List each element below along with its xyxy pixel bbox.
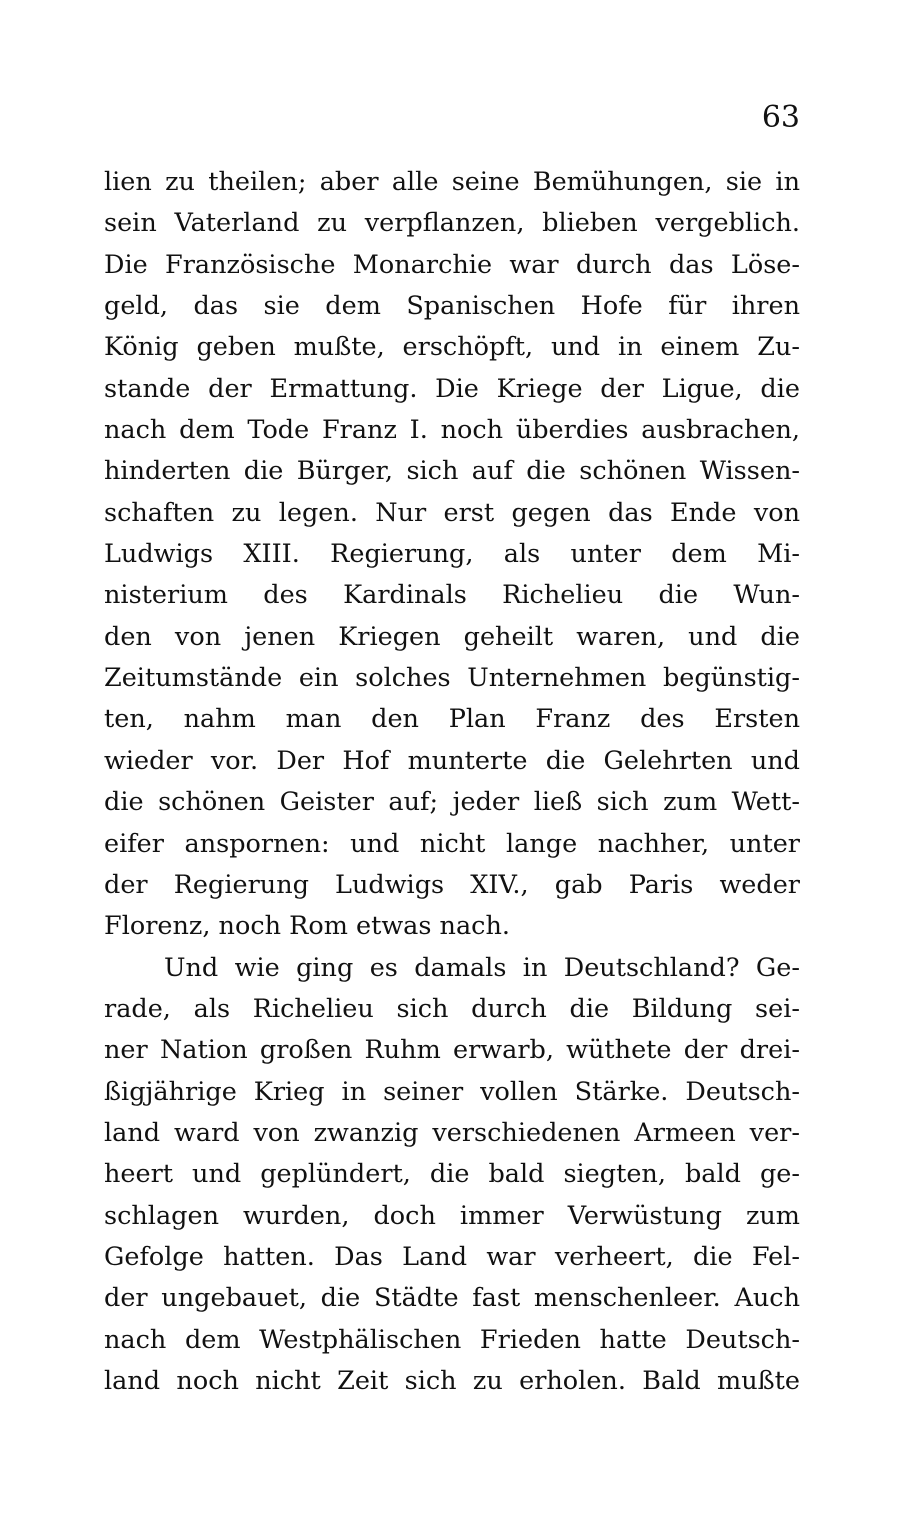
text-line: ner Nation großen Ruhm erwarb, wüthete der drei- (104, 1035, 800, 1066)
text-line: Die Französische Monarchie war durch das Löse- (104, 249, 800, 280)
text-line: ßigjährige Krieg in seiner vollen Stärke. Deutsch- (104, 1076, 800, 1107)
text-line: heert und geplündert, die bald siegten, bald ge- (104, 1159, 800, 1190)
text-line: nisterium des Kardinals Richelieu die Wun- (104, 580, 800, 611)
text-line: König geben mußte, erschöpft, und in einem Zu- (104, 332, 800, 363)
text-line: den von jenen Kriegen geheilt waren, und die (104, 621, 800, 652)
text-line: nach dem Tode Franz I. noch überdies ausbrachen, (104, 415, 800, 446)
text-line: nach dem Westphälischen Frieden hatte Deutsch- (104, 1324, 800, 1355)
text-line: sein Vaterland zu verpflanzen, blieben vergeblich. (104, 208, 800, 239)
text-line: land noch nicht Zeit sich zu erholen. Bald mußte (104, 1365, 800, 1396)
text-line: schlagen wurden, doch immer Verwüstung zum (104, 1200, 800, 1231)
text-line: der ungebauet, die Städte fast menschenleer. Auch (104, 1283, 800, 1314)
text-line: stande der Ermattung. Die Kriege der Ligue, die (104, 373, 800, 404)
text-line: ten, nahm man den Plan Franz des Ersten (104, 704, 800, 735)
text-line: wieder vor. Der Hof munterte die Gelehrten und (104, 745, 800, 776)
text-line: lien zu theilen; aber alle seine Bemühungen, sie in (104, 167, 800, 197)
text-line: rade, als Richelieu sich durch die Bildung sei- (104, 993, 800, 1024)
text-line: schaften zu legen. Nur erst gegen das Ende von (104, 497, 800, 528)
paragraph-start-line: Und wie ging es damals in Deutschland? Ge- (164, 952, 800, 983)
text-line: hinderten die Bürger, sich auf die schönen Wissen- (104, 456, 800, 487)
body-text (104, 162, 800, 1402)
text-line: die schönen Geister auf; jeder ließ sich zum Wett- (104, 787, 800, 818)
text-line: Zeitumstände ein solches Unternehmen begünstig- (104, 663, 800, 694)
text-line: Gefolge hatten. Das Land war verheert, die Fel- (104, 1241, 800, 1272)
text-line: land ward von zwanzig verschiedenen Armeen ver- (104, 1117, 800, 1148)
text-line: geld, das sie dem Spanischen Hofe für ihren (104, 291, 800, 322)
page-number: 63 (761, 100, 800, 135)
text-line: Ludwigs XIII. Regierung, als unter dem Mi- (104, 539, 800, 570)
text-line: eifer anspornen: und nicht lange nachher, unter (104, 828, 800, 859)
paragraph-end-line: Florenz, noch Rom etwas nach. (104, 911, 510, 942)
text-line: der Regierung Ludwigs XIV., gab Paris weder (104, 869, 800, 900)
